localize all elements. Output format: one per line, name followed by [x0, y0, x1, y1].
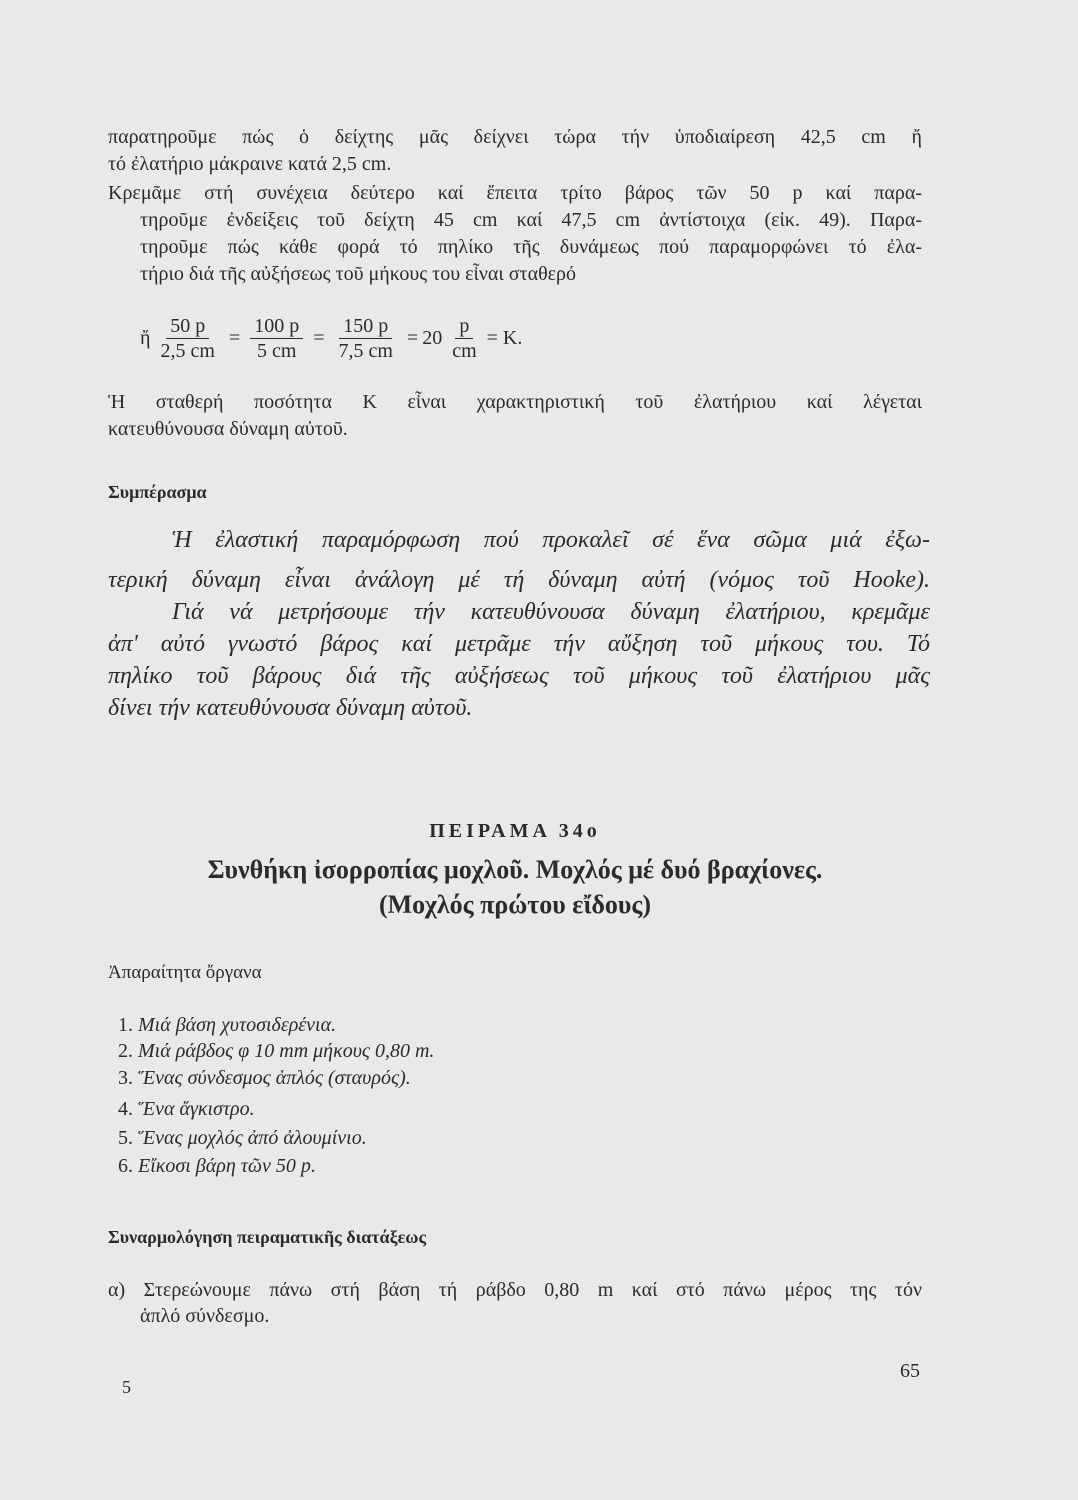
equation	[140, 308, 522, 368]
page-number: 65	[900, 1360, 920, 1382]
list-text: Μιά βάση χυτοσιδερένια.	[138, 1014, 337, 1036]
equals-sign: =	[406, 326, 419, 349]
list-item	[118, 1098, 255, 1121]
text-line: παρατηροῦμε πώς ὁ δείχτης μᾶς δείχνει τώρα τήν ὑποδιαίρεση 42,5 cm ἤ	[108, 126, 922, 148]
list-number: 6.	[118, 1155, 133, 1177]
fraction	[250, 314, 303, 363]
experiment-number: ΠΕΙΡΑΜΑ 34ο	[429, 820, 601, 842]
text-line: τό ἐλατήριο μάκραινε κατά 2,5 cm.	[108, 153, 392, 175]
equals-sign: =	[313, 326, 325, 349]
list-text: Μιά ράβδος φ 10 mm μήκους 0,80 m.	[138, 1040, 435, 1062]
text-line: ἀπ' αὐτό γνωστό βάρος καί μετρᾶμε τήν αὔξηση τοῦ μήκους του. Τό	[108, 631, 930, 657]
text-line: Ἡ ἐλαστική παραμόρφωση πού προκαλεῖ σέ ἕνα σῶμα μιά ἐξω-	[172, 527, 930, 553]
fraction	[156, 314, 218, 363]
denominator: 7,5 cm	[338, 339, 393, 362]
text-line: τηροῦμε ἐνδείξεις τοῦ δείχτη 45 cm καί 47,5 cm ἀντίστοιχα (εἰκ. 49). Παρα-	[140, 209, 922, 231]
numerator: p	[455, 314, 473, 339]
list-number: 4.	[118, 1098, 133, 1120]
assembly-heading: Συναρμολόγηση πειραματικῆς διατάξεως	[108, 1227, 427, 1247]
denominator: cm	[452, 339, 477, 362]
numerator: 150 p	[339, 314, 392, 339]
fraction	[448, 314, 480, 363]
list-text: Ἕνας μοχλός ἀπό ἀλουμίνιο.	[138, 1127, 367, 1149]
text-line: τηροῦμε πώς κάθε φορά τό πηλίκο τῆς δυνάμεως πού παραμορφώνει τό ἐλα-	[140, 236, 922, 258]
denominator: 5 cm	[256, 339, 297, 362]
equation-result: = K.	[486, 326, 523, 349]
denominator: 2,5 cm	[160, 339, 215, 362]
text-line: Ἡ σταθερή ποσότητα Κ εἶναι χαρακτηριστική τοῦ ἐλατήριου καί λέγεται	[108, 391, 922, 413]
text-line: Γιά νά μετρήσουμε τήν κατευθύνουσα δύναμη ἐλατήριου, κρεμᾶμε	[172, 599, 930, 625]
numerator: 100 p	[250, 314, 303, 339]
list-text: Εἴκοσι βάρη τῶν 50 p.	[138, 1155, 316, 1177]
list-number: 3.	[118, 1067, 133, 1089]
text-line: τερική δύναμη εἶναι ἀνάλογη μέ τή δύναμη αὐτή (νόμος τοῦ Hooke).	[108, 567, 930, 593]
signature-mark: 5	[122, 1377, 131, 1397]
text-line: τήριο διά τῆς αὐξήσεως τοῦ μήκους του εἶναι σταθερό	[140, 263, 577, 285]
list-item	[118, 1067, 411, 1090]
list-item	[118, 1155, 316, 1178]
list-text: Ἕνα ἄγκιστρο.	[138, 1098, 255, 1120]
experiment-subtitle: (Μοχλός πρώτου εἴδους)	[378, 890, 652, 919]
fraction	[334, 314, 396, 363]
list-item	[118, 1127, 367, 1150]
numerator: 50 p	[166, 314, 209, 339]
text-line: ἁπλό σύνδεσμο.	[140, 1305, 270, 1327]
result-coefficient: 20	[422, 326, 443, 349]
text-line: Κρεμᾶμε στή συνέχεια δεύτερο καί ἔπειτα τρίτο βάρος τῶν 50 p καί παρα-	[108, 182, 922, 204]
instruments-heading: Ἀπαραίτητα ὄργανα	[108, 962, 262, 983]
list-number: 5.	[118, 1127, 133, 1149]
text-line: πηλίκο τοῦ βάρους διά τῆς αὐξήσεως τοῦ μήκους τοῦ ἐλατήριου μᾶς	[108, 663, 930, 689]
equation-prefix: ἤ	[140, 326, 151, 349]
text-line: δίνει τήν κατευθύνουσα δύναμη αὐτοῦ.	[108, 695, 473, 721]
experiment-title: Συνθήκη ἰσορροπίας μοχλοῦ. Μοχλός μέ δυό βραχίονες.	[207, 855, 823, 884]
list-text: Ἕνας σύνδεσμος ἁπλός (σταυρός).	[138, 1067, 411, 1089]
list-item	[118, 1040, 434, 1063]
list-number: 2.	[118, 1040, 133, 1062]
list-number: 1.	[118, 1014, 133, 1036]
text-line: α) Στερεώνουμε πάνω στή βάση τή ράβδο 0,80 m καί στό πάνω μέρος της τόν	[108, 1279, 922, 1301]
conclusion-heading: Συμπέρασμα	[108, 482, 207, 502]
text-line: κατευθύνουσα δύναμη αὐτοῦ.	[108, 418, 348, 440]
list-item	[118, 1014, 336, 1037]
equals-sign: =	[228, 326, 241, 349]
